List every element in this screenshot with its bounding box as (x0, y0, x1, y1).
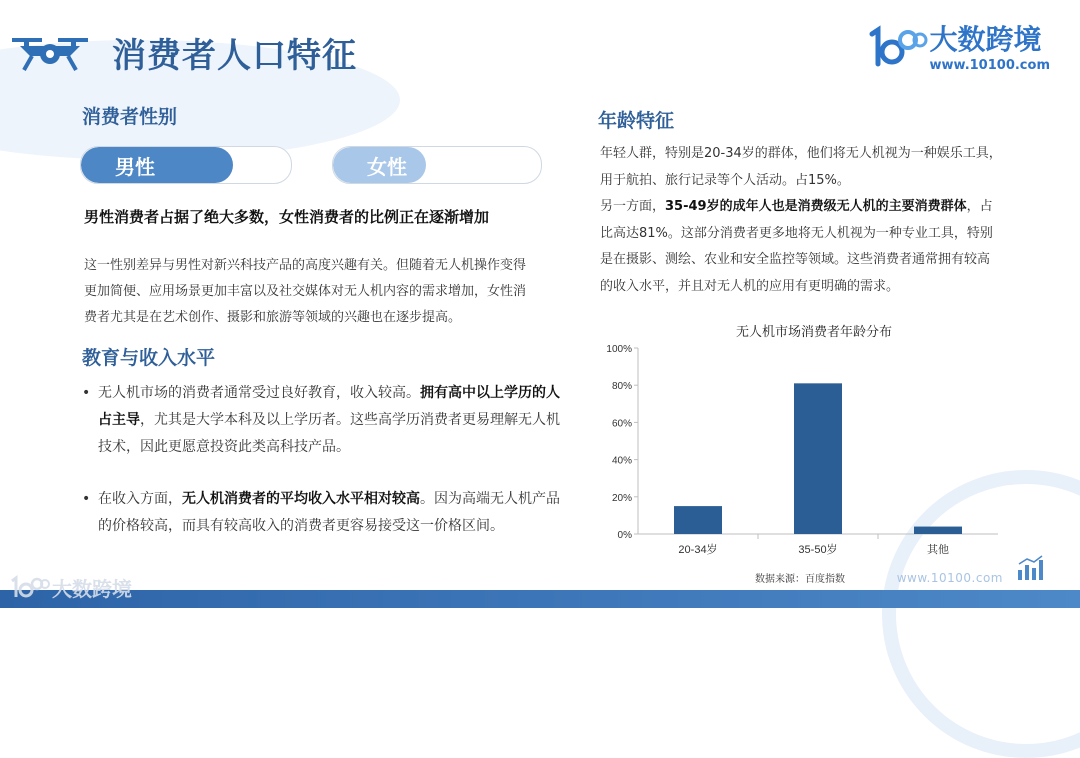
footer-url: www.10100.com (896, 571, 1003, 585)
age-text-part: ，占 (966, 199, 993, 214)
brand-url: www.10100.com (929, 58, 1050, 73)
chart-x-label: 其他 (927, 544, 949, 556)
age-distribution-chart (598, 316, 1018, 588)
bullet-text (98, 380, 562, 461)
bullet-text-bold: 拥有高中以上学历的人占主导 (98, 385, 560, 428)
gender-paragraph (84, 253, 564, 331)
chart-svg (598, 316, 1018, 588)
page-title: 消费者人口特征 (112, 36, 357, 76)
bullet-dot: • (82, 385, 91, 401)
chart-y-tick-label: 20% (611, 492, 632, 504)
gender-paragraph-line: 这一性别差异与男性对新兴科技产品的高度兴趣有关。但随着无人机操作变得 (84, 258, 527, 273)
footer-watermark-logo (8, 573, 132, 602)
age-paragraph-line (600, 194, 1040, 221)
gender-paragraph-line: 更加简便、应用场景更加丰富以及社交媒体对无人机内容的需求增加，女性消 (84, 284, 527, 299)
age-heading: 年龄特征 (598, 110, 675, 132)
age-text-bold: 35-49岁的成年人也是消费级无人机的主要消费群体 (665, 199, 967, 214)
bullet-dot: • (82, 491, 91, 507)
chart-source: 数据来源：百度指数 (755, 574, 845, 585)
bullet-text-bold: 无人机消费者的平均收入水平相对较高 (182, 491, 420, 507)
chart-y-tick-label: 80% (611, 381, 632, 393)
education-bullet-1 (82, 380, 562, 461)
chart-bar (674, 506, 722, 534)
age-paragraph-line: 用于航拍、旅行记录等个人活动。占15%。 (600, 172, 850, 188)
bullet-text-part: 在收入方面， (98, 491, 182, 507)
chart-y-tick-label: 40% (611, 455, 632, 467)
chart-y-tick-label: 60% (611, 418, 632, 430)
drone-icon (10, 30, 90, 76)
age-paragraph-line: 年轻人群，特别是20-34岁的群体，他们将无人机视为一种娱乐工具， (600, 146, 1002, 161)
age-paragraph-line: 的收入水平，并且对无人机的应用有更明确的需求。 (600, 278, 900, 294)
gender-headline: 男性消费者占据了绝大多数，女性消费者的比例正在逐渐增加 (84, 208, 490, 226)
bullet-text-part: ，尤其是大学本科及以上学历者。这些高学历消费者更易理解无人机技术，因此更愿意投资此类高科技产品。 (98, 412, 560, 455)
education-bullet-2 (82, 486, 562, 540)
bullet-text (98, 486, 562, 540)
male-pill-fill: 男性 (81, 147, 233, 183)
watermark-logo-icon (8, 575, 50, 601)
chart-y-tick-label: 0% (617, 530, 632, 541)
bar-chart-icon (1016, 554, 1044, 582)
female-pill-fill: 女性 (333, 147, 426, 183)
title-area (10, 28, 357, 77)
age-paragraph-line: 是在摄影、测绘、农业和安全监控等领域。这些消费者通常拥有较高 (600, 252, 991, 267)
bullet-text-part: 。因为高端无人机产品的价格较高，而具有较高收入的消费者更容易接受这一价格区间。 (98, 491, 560, 534)
brand-logo-icon (864, 24, 928, 72)
chart-title: 无人机市场消费者年龄分布 (735, 324, 893, 339)
chart-y-tick-label: 100% (606, 344, 632, 355)
male-pill (80, 146, 292, 184)
brand-logo-area (864, 24, 1051, 73)
chart-bar (794, 383, 842, 534)
age-text-part: 另一方面， (600, 199, 666, 214)
bottom-bar (0, 590, 1080, 608)
chart-x-label: 35-50岁 (798, 544, 838, 556)
age-paragraph (600, 141, 1040, 300)
chart-x-label: 20-34岁 (678, 544, 718, 556)
watermark-brand-name: 大数跨境 (52, 577, 132, 601)
bullet-text-part: 无人机市场的消费者通常受过良好教育，收入较高。 (98, 385, 420, 401)
female-pill (332, 146, 542, 184)
gender-heading: 消费者性别 (82, 106, 178, 128)
chart-bar (914, 527, 962, 534)
education-heading: 教育与收入水平 (82, 347, 216, 369)
age-paragraph-line: 比高达81%。这部分消费者更多地将无人机视为一种专业工具，特别 (600, 225, 993, 241)
brand-name: 大数跨境 (929, 23, 1042, 56)
gender-paragraph-line: 费者尤其是在艺术创作、摄影和旅游等领域的兴趣也在逐步提高。 (84, 310, 462, 325)
